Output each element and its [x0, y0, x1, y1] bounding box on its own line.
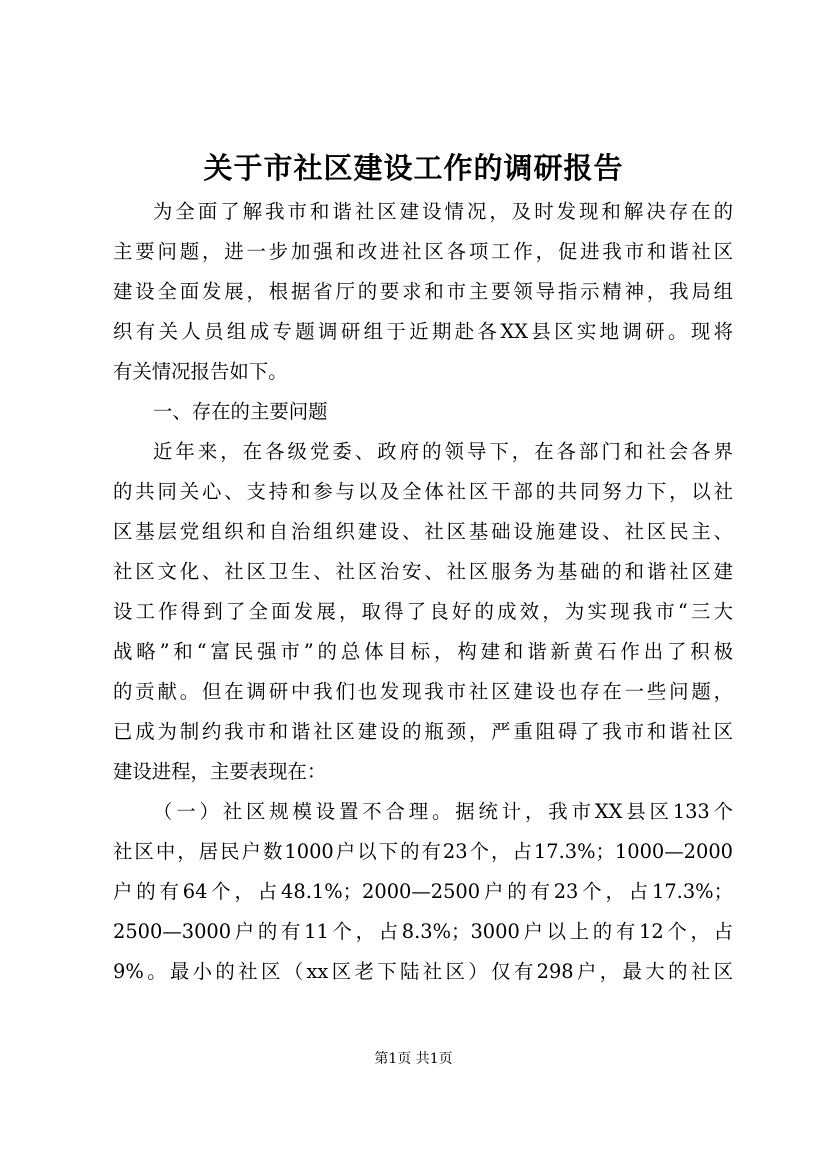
text-line: 主要问题，进一步加强和改进社区各项工作，促进我市和谐社区 [113, 240, 733, 263]
text-line: 已成为制约我市和谐社区建设的瓶颈，严重阻碍了我市和谐社区 [113, 720, 733, 743]
text-line: 设工作得到了全面发展，取得了良好的成效，为实现我市“三大 [113, 600, 733, 623]
text-line: 社区中，居民户数1000户以下的有23个，占17.3%；1000—2000 [113, 840, 733, 863]
text-line: 有关情况报告如下。 [113, 360, 288, 383]
text-line: 战略”和“富民强市”的总体目标，构建和谐新黄石作出了积极 [113, 640, 733, 663]
document-body [113, 192, 733, 992]
section-heading: 一、存在的主要问题 [153, 400, 328, 423]
text-line: 建设全面发展，根据省厅的要求和市主要领导指示精神，我局组 [113, 280, 733, 303]
text-line: 为全面了解我市和谐社区建设情况，及时发现和解决存在的 [153, 200, 733, 223]
text-line: 2500—3000户的有11个，占8.3%；3000户以上的有12个，占 [113, 920, 733, 943]
text-line: 区基层党组织和自治组织建设、社区基础设施建设、社区民主、 [113, 520, 733, 543]
text-line: （一）社区规模设置不合理。据统计，我市XX县区133个 [153, 800, 733, 823]
text-line: 社区文化、社区卫生、社区治安、社区服务为基础的和谐社区建 [113, 560, 733, 583]
text-line: 的共同关心、支持和参与以及全体社区干部的共同努力下，以社 [113, 480, 733, 503]
text-line: 户的有64个，占48.1%；2000—2500户的有23个，占17.3%； [113, 880, 733, 903]
text-line: 的贡献。但在调研中我们也发现我市社区建设也存在一些问题， [113, 680, 733, 703]
text-line: 织有关人员组成专题调研组于近期赴各XX县区实地调研。现将 [113, 320, 733, 343]
text-line: 9%。最小的社区（xx区老下陆社区）仅有298户，最大的社区 [113, 960, 733, 983]
document-title: 关于市社区建设工作的调研报告 [203, 151, 624, 185]
page-footer: 第1页 共1页 [374, 1051, 453, 1067]
text-line: 近年来，在各级党委、政府的领导下，在各部门和社会各界 [153, 440, 733, 463]
text-line: 建设进程，主要表现在： [113, 760, 327, 783]
